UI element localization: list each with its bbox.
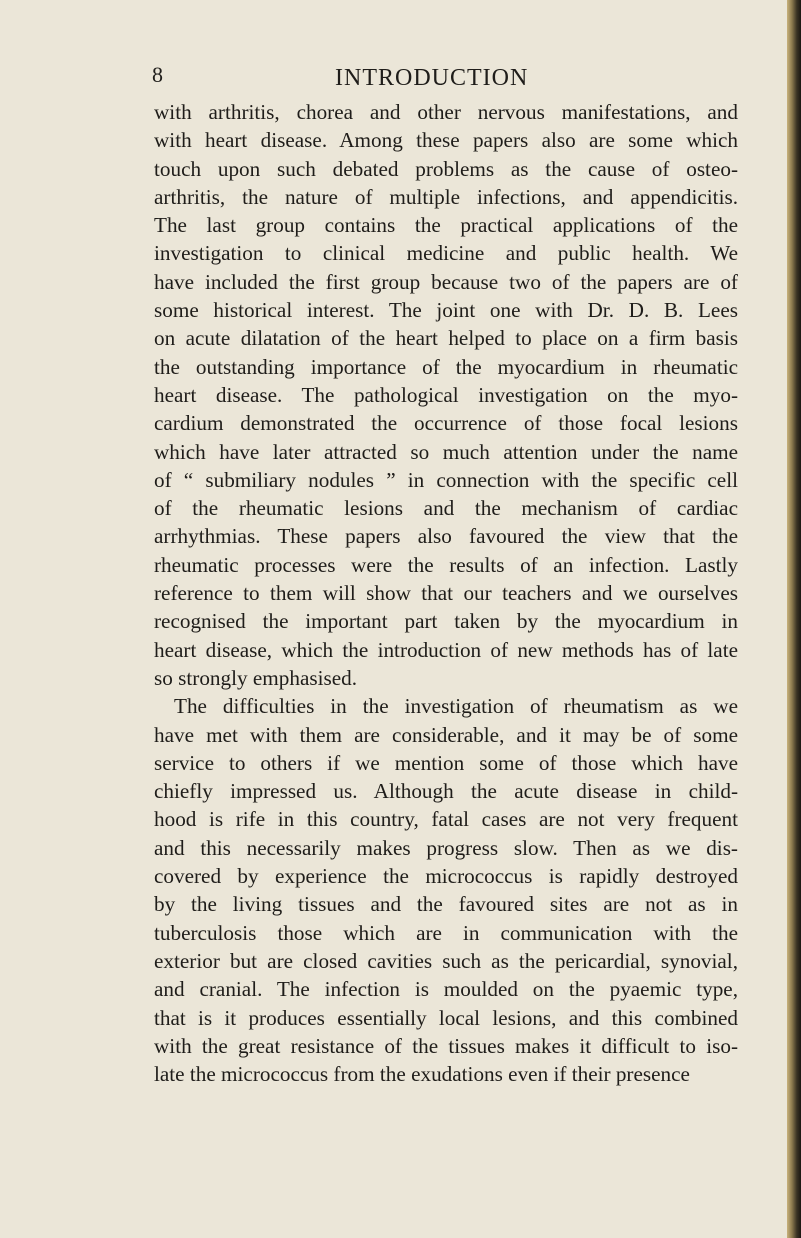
text-line: chiefly impressed us. Although the acute disease in child-: [154, 779, 738, 804]
text-line: and this necessarily makes progress slow. Then as we dis-: [154, 835, 738, 860]
body-text: [154, 98, 738, 1088]
running-head: INTRODUCTION: [335, 65, 529, 91]
text-line: arthritis, the nature of multiple infections, and appendicitis.: [154, 184, 738, 209]
text-line: arrhythmias. These papers also favoured the view that the: [154, 524, 738, 549]
text-line: with the great resistance of the tissues makes it difficult to iso-: [154, 1033, 738, 1058]
text-line: with arthritis, chorea and other nervous manifestations, and: [154, 100, 738, 124]
text-line: reference to them will show that our teachers and we ourselves: [154, 581, 738, 606]
text-line: with heart disease. Among these papers also are some which: [154, 128, 738, 153]
text-line: have met with them are considerable, and it may be of some: [154, 722, 738, 747]
text-line: some historical interest. The joint one with Dr. D. B. Lees: [154, 298, 738, 323]
text-line: heart disease, which the introduction of new methods has of late: [154, 637, 738, 662]
text-line: rheumatic processes were the results of an infection. Lastly: [154, 552, 738, 577]
text-line: The last group contains the practical applications of the: [154, 213, 738, 238]
text-line: on acute dilatation of the heart helped to place on a firm basis: [154, 326, 738, 351]
text-line: hood is rife in this country, fatal cases are not very frequent: [154, 807, 738, 832]
text-line: the outstanding importance of the myocardium in rheumatic: [154, 354, 738, 379]
page-binding-edge: [787, 0, 801, 1238]
text-line: The difficulties in the investigation of rheumatism as we: [174, 694, 738, 719]
text-line: of “ submiliary nodules ” in connection with the specific cell: [154, 467, 738, 492]
text-line: service to others if we mention some of those which have: [154, 750, 738, 775]
text-line: covered by experience the micrococcus is rapidly destroyed: [154, 864, 738, 889]
text-line: tuberculosis those which are in communication with the: [154, 920, 738, 945]
text-line: cardium demonstrated the occurrence of those focal lesions: [154, 411, 738, 436]
text-line: have included the first group because two of the papers are of: [154, 269, 738, 294]
text-line: touch upon such debated problems as the cause of osteo-: [154, 156, 738, 181]
text-line: so strongly emphasised.: [154, 665, 358, 690]
text-line: and cranial. The infection is moulded on the pyaemic type,: [154, 977, 738, 1002]
text-line: that is it produces essentially local lesions, and this combined: [154, 1005, 738, 1030]
text-line: which have later attracted so much attention under the name: [154, 439, 738, 464]
text-line: investigation to clinical medicine and public health. We: [154, 241, 738, 266]
text-line: exterior but are closed cavities such as the pericardial, synovial,: [154, 948, 738, 973]
text-line: by the living tissues and the favoured sites are not as in: [154, 892, 738, 917]
text-line: heart disease. The pathological investigation on the myo-: [154, 382, 738, 407]
text-line: of the rheumatic lesions and the mechanism of cardiac: [154, 496, 738, 521]
text-line: recognised the important part taken by the myocardium in: [154, 609, 738, 634]
page-number: 8: [152, 62, 163, 87]
text-line: late the micrococcus from the exudations even if their presence: [154, 1062, 690, 1087]
